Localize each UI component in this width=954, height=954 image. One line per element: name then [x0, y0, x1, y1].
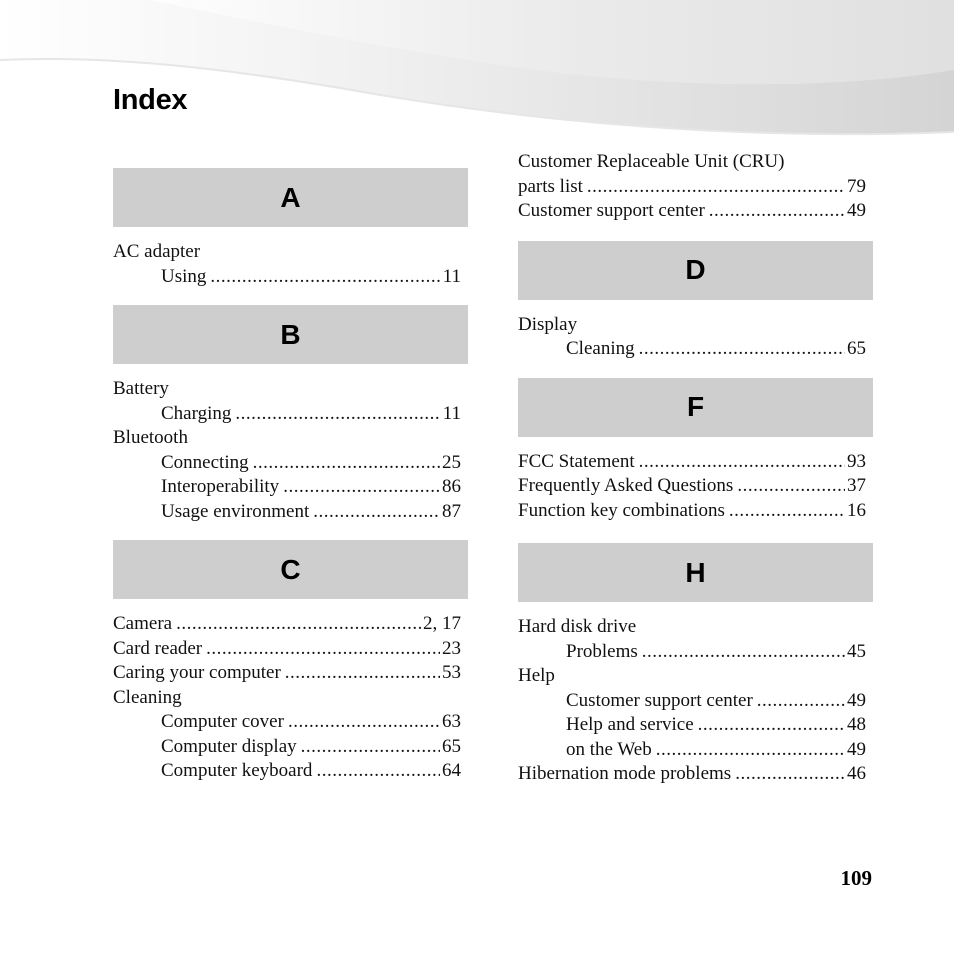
index-entry: FCC Statement ..... 93: [518, 450, 873, 475]
index-subentry: Connecting ..... 25: [113, 451, 468, 476]
index-entry: Hard disk drive: [518, 616, 637, 637]
index-subentry: Computer cover ..... 63: [113, 710, 468, 735]
index-entry: Frequently Asked Questions ..... 37: [518, 474, 873, 499]
index-entry: Help: [518, 665, 555, 686]
index-column-left: [113, 168, 468, 784]
page-title: Index: [113, 84, 188, 116]
index-entry: AC adapter: [113, 241, 201, 262]
index-entry: Hibernation mode problems ..... 46: [518, 762, 873, 787]
section-header-b: B: [113, 305, 468, 364]
index-entry: Cleaning: [113, 686, 182, 708]
section-header-d: D: [518, 241, 873, 300]
index-subentry: Interoperability ..... 86: [113, 475, 468, 500]
index-subentry: Using ..... 11: [113, 265, 468, 290]
index-subentry: Problems ..... 45: [518, 640, 873, 665]
index-entry: Battery: [113, 378, 169, 399]
index-subentry: Computer display ..... 65: [113, 735, 468, 760]
header-swoosh-graphic: [0, 0, 954, 150]
index-entry: Customer Replaceable Unit (CRU): [518, 151, 785, 172]
index-subentry: Computer keyboard ..... 64: [113, 759, 468, 784]
index-entry: Customer support center ..... 49: [518, 199, 873, 224]
index-entry: Display: [518, 313, 578, 335]
index-subentry: Help and service ..... 48: [518, 713, 873, 738]
index-entry: Card reader ..... 23: [113, 637, 468, 662]
page-number: 109: [840, 866, 872, 890]
index-subentry: Customer support center ..... 49: [518, 689, 873, 714]
section-header-h: H: [518, 543, 873, 602]
index-entry: Camera ..... 2, 17: [113, 612, 468, 637]
index-column-right: [518, 150, 873, 787]
index-subentry: Cleaning ..... 65: [518, 337, 873, 362]
index-subentry: Usage environment ..... 87: [113, 500, 468, 525]
index-entry: Caring your computer ..... 53: [113, 661, 468, 686]
section-header-a: A: [113, 168, 468, 227]
index-entry: Bluetooth: [113, 427, 188, 448]
section-header-c: C: [113, 540, 468, 599]
index-entry: Function key combinations ..... 16: [518, 499, 873, 524]
section-header-f: F: [518, 378, 873, 437]
index-subentry: on the Web ..... 49: [518, 738, 873, 763]
index-subentry: Charging ..... 11: [113, 402, 468, 427]
index-entry: parts list ..... 79: [518, 175, 873, 200]
